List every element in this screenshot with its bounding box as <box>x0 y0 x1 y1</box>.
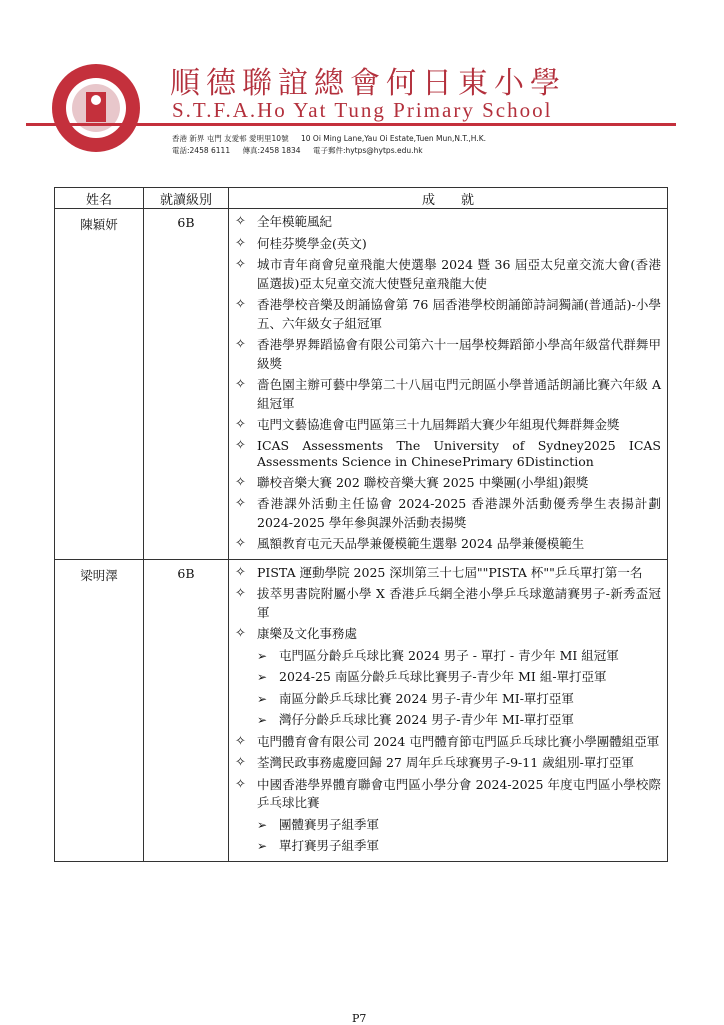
address-en: 10 Oi Ming Lane,Yau Oi Estate,Tuen Mun,N.T.,H.K. <box>300 134 486 143</box>
diamond-bullet-icon: ✧ <box>235 496 246 511</box>
achievement-cell <box>229 209 668 560</box>
page-number: P7 <box>352 1012 367 1025</box>
header-name: 姓名 <box>55 188 144 209</box>
achievement-text: 2024-25 南區分齡乒乓球比賽男子-青少年 MI 組-單打亞軍 <box>279 669 607 684</box>
achievement-text: 荃灣民政事務處慶回歸 27 周年乒乓球賽男子-9-11 歲組別-單打亞軍 <box>257 755 634 770</box>
diamond-bullet-icon: ✧ <box>235 474 246 490</box>
table-row <box>55 559 668 861</box>
achievement-text: 全年模範風紀 <box>257 214 333 229</box>
header-divider <box>26 123 676 126</box>
achievement-item <box>235 816 661 835</box>
arrow-bullet-icon: ➢ <box>257 691 268 706</box>
achievement-text: 香港課外活動主任協會 2024-2025 香港課外活動優秀學生表揚計劃 2024-2025 學年參與課外活動表揚獎 <box>257 496 661 530</box>
achievement-text: 香港學界舞蹈協會有限公司第六十一屆學校舞蹈節小學高年級當代群舞甲級獎 <box>257 337 661 371</box>
achievement-text: 康樂及文化事務處 <box>257 626 358 641</box>
achievement-item <box>235 256 661 293</box>
diamond-bullet-icon: ✧ <box>235 626 246 641</box>
achievement-item <box>235 585 661 622</box>
achievement-text: 風額教育屯元天品學兼優模範生選舉 2024 品學兼優模範生 <box>257 536 585 551</box>
email: 電子郵件:hytps@hytps.edu.hk <box>312 146 423 155</box>
achievement-text: 灣仔分齡乒乓球比賽 2024 男子-青少年 MI-單打亞軍 <box>279 712 574 727</box>
student-name: 陳穎妍 <box>55 209 144 560</box>
achievement-item <box>235 733 661 752</box>
diamond-bullet-icon: ✧ <box>235 214 246 229</box>
achievement-item <box>235 296 661 333</box>
address-zh: 香港 新界 屯門 友愛邨 愛明里10號 <box>172 134 289 143</box>
diamond-bullet-icon: ✧ <box>235 733 246 749</box>
achievement-item <box>235 376 661 413</box>
achievement-text: 屯門文藝協進會屯門區第三十九屆舞蹈大賽少年組現代舞群舞金獎 <box>257 417 620 432</box>
achievement-item <box>235 837 661 856</box>
achievement-text: 聯校音樂大賽 202 聯校音樂大賽 2025 中樂團(小學組)銀獎 <box>257 474 589 490</box>
achievement-item <box>235 235 661 254</box>
diamond-bullet-icon: ✧ <box>235 586 246 601</box>
achievement-item <box>235 474 661 493</box>
diamond-bullet-icon: ✧ <box>235 437 246 453</box>
achievement-text: 團體賽男子組季軍 <box>279 816 380 832</box>
achievement-text: ICAS Assessments The University of Sydney2025 ICAS Assessments Science in ChinesePrimary 6Distinction <box>257 437 661 469</box>
achievement-item <box>235 336 661 373</box>
phone: 電話:2458 6111 <box>172 146 231 155</box>
header-level: 就讀級別 <box>144 188 229 209</box>
achievement-item <box>235 690 661 709</box>
diamond-bullet-icon: ✧ <box>235 755 246 770</box>
diamond-bullet-icon: ✧ <box>235 564 246 580</box>
achievement-text: 中國香港學界體育聯會屯門區小學分會 2024-2025 年度屯門區小學校際乒乓球比賽 <box>257 776 661 810</box>
achievement-item <box>235 647 661 666</box>
achievement-item <box>235 495 661 532</box>
achievement-item <box>235 668 661 687</box>
diamond-bullet-icon: ✧ <box>235 536 246 551</box>
achievement-text: 嗇色園主辦可藝中學第二十八屆屯門元朗區小學普通話朗誦比賽六年級 A 組冠軍 <box>257 377 661 411</box>
arrow-bullet-icon: ➢ <box>257 817 268 832</box>
achievement-item <box>235 625 661 644</box>
achievement-text: 屯門體育會有限公司 2024 屯門體育節屯門區乒乓球比賽小學團體組亞軍 <box>257 733 660 749</box>
achievement-table <box>54 187 668 862</box>
achievement-text: 南區分齡乒乓球比賽 2024 男子-青少年 MI-單打亞軍 <box>279 690 574 706</box>
school-name-zh: 順德聯誼總會何日東小學 <box>170 66 566 101</box>
arrow-bullet-icon: ➢ <box>257 648 268 663</box>
achievement-item <box>235 535 661 554</box>
student-level: 6B <box>144 209 229 560</box>
header-achievement: 成 就 <box>229 188 668 209</box>
achievement-cell <box>229 559 668 861</box>
arrow-bullet-icon: ➢ <box>257 670 268 684</box>
diamond-bullet-icon: ✧ <box>235 257 246 272</box>
achievement-text: 單打賽男子組季軍 <box>279 838 380 853</box>
arrow-bullet-icon: ➢ <box>257 839 268 853</box>
contact-block <box>172 133 496 157</box>
achievement-text: 香港學校音樂及朗誦協會第 76 屆香港學校朗誦節詩詞獨誦(普通話)-小學五、六年級女子組冠軍 <box>257 297 661 331</box>
student-name: 梁明澤 <box>55 559 144 861</box>
diamond-bullet-icon: ✧ <box>235 377 246 392</box>
achievement-item <box>235 564 661 583</box>
school-logo <box>50 62 142 154</box>
diamond-bullet-icon: ✧ <box>235 297 246 312</box>
diamond-bullet-icon: ✧ <box>235 417 246 432</box>
achievement-text: PISTA 運動學院 2025 深圳第三十七屆""PISTA 杯""乒乓單打第一名 <box>257 564 643 580</box>
achievement-text: 何桂芬獎學金(英文) <box>257 235 367 251</box>
diamond-bullet-icon: ✧ <box>235 337 246 352</box>
school-name-en: S.T.F.A.Ho Yat Tung Primary School <box>172 98 553 122</box>
achievement-item <box>235 711 661 730</box>
achievement-item <box>235 213 661 232</box>
student-level: 6B <box>144 559 229 861</box>
achievement-item <box>235 416 661 435</box>
achievement-text: 拔萃男書院附屬小學 X 香港乒乓網全港小學乒乓球邀請賽男子-新秀盃冠軍 <box>257 586 661 620</box>
table-row <box>55 209 668 560</box>
achievement-item <box>235 776 661 813</box>
achievement-item <box>235 754 661 773</box>
fax: 傳真:2458 1834 <box>242 146 301 155</box>
table-header-row <box>55 188 668 209</box>
achievement-item <box>235 438 661 471</box>
diamond-bullet-icon: ✧ <box>235 776 246 792</box>
diamond-bullet-icon: ✧ <box>235 235 246 251</box>
achievement-text: 城市青年商會兒童飛龍大使選舉 2024 暨 36 屆亞太兒童交流大會(香港區選拔)亞太兒童交流大使暨兒童飛龍大使 <box>257 257 661 291</box>
achievement-text: 屯門區分齡乒乓球比賽 2024 男子 - 單打 - 青少年 MI 組冠軍 <box>279 647 619 663</box>
arrow-bullet-icon: ➢ <box>257 713 268 727</box>
